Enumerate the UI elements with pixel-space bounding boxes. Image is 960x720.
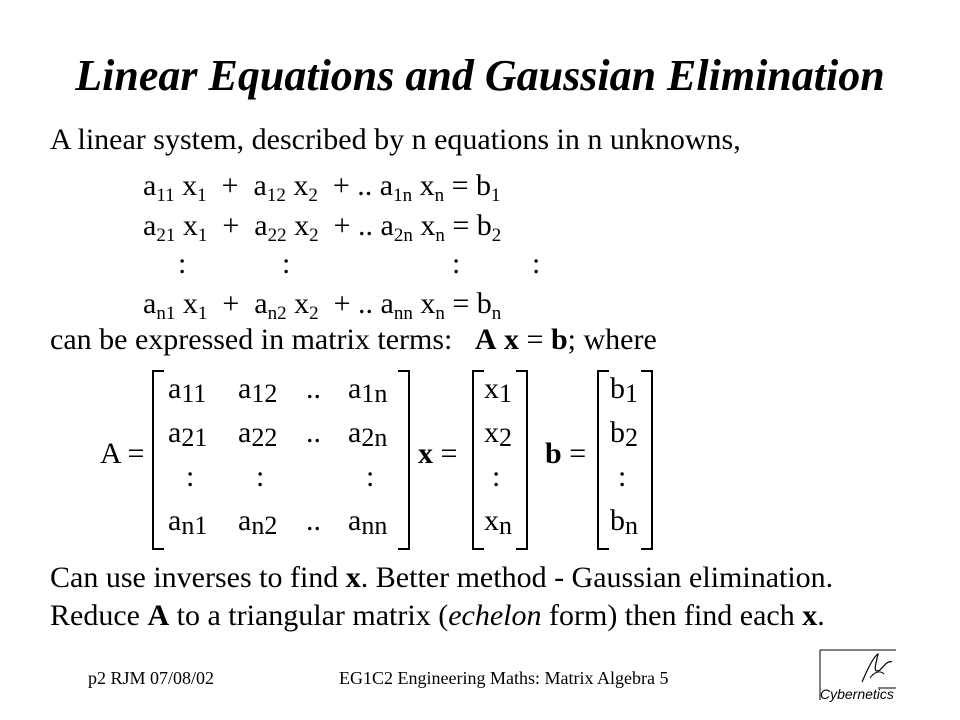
subscript: n <box>434 185 445 206</box>
x-right-bracket <box>516 370 528 550</box>
equals-sign: = <box>452 209 470 242</box>
b-left-bracket <box>597 370 609 550</box>
matrix-intro-where: ; where <box>567 323 657 356</box>
equation-colon-4: : <box>532 247 541 280</box>
coef-a: a <box>380 287 394 320</box>
matrix-entry-base: b <box>610 372 625 405</box>
ellipsis: .. <box>358 287 373 320</box>
x-label <box>418 437 457 471</box>
matrix-entry-base: : <box>366 460 375 493</box>
matrix-entry-base: : <box>492 460 501 493</box>
matrix-entry-base: a <box>168 504 182 537</box>
plus-sign: + <box>222 209 240 242</box>
matrix-entry-base: .. <box>306 416 321 449</box>
matrix-A-entry <box>348 504 387 538</box>
subscript: 1 <box>491 185 501 206</box>
slide-title: Linear Equations and Gaussian Elimination <box>75 51 885 100</box>
var-b: b <box>476 169 492 202</box>
A-right-bracket <box>398 370 410 550</box>
plus-sign: + <box>333 287 351 320</box>
matrix-x-entry <box>484 372 512 406</box>
matrix-A-entry <box>306 416 321 450</box>
matrix-entry-subscript: 21 <box>181 423 208 452</box>
x-label-symbol: x <box>418 437 433 470</box>
matrix-entry-base: b <box>610 416 625 449</box>
subscript: 1n <box>393 185 413 206</box>
matrix-entry-base: x <box>484 372 499 405</box>
matrix-x-entry <box>484 504 512 538</box>
coef-a: a <box>143 287 157 320</box>
matrix-A-entry <box>348 416 387 450</box>
equation-row-2 <box>143 208 501 244</box>
var-x: x <box>419 169 435 202</box>
matrix-entry-subscript: 1 <box>499 379 512 408</box>
matrix-intro-x: x <box>504 323 520 356</box>
matrix-A-entry <box>168 504 207 538</box>
coef-a: a <box>143 169 157 202</box>
coef-a: a <box>253 169 267 202</box>
matrix-entry-subscript: n <box>625 511 638 540</box>
intro-text: A linear system, described by n equations in n unknowns, <box>50 123 741 156</box>
subscript: n1 <box>156 303 176 324</box>
matrix-b-entry <box>610 504 638 538</box>
equation-colon-2: : <box>282 247 291 280</box>
matrix-x-entry <box>492 460 500 494</box>
var-x: x <box>420 287 436 320</box>
equation-colon-3: : <box>452 247 461 280</box>
subscript: 2 <box>309 303 319 324</box>
var-x: x <box>182 169 198 202</box>
matrix-A-entry <box>306 372 321 406</box>
subscript: 12 <box>266 185 286 206</box>
matrix-entry-base: : <box>256 460 265 493</box>
matrix-entry-subscript: 2n <box>361 423 388 452</box>
b-right-bracket <box>641 370 653 550</box>
matrix-entry-subscript: 22 <box>251 423 278 452</box>
subscript: 2n <box>393 225 413 246</box>
subscript: 2 <box>308 185 318 206</box>
matrix-b-entry <box>610 416 638 450</box>
cybernetics-logo <box>818 648 898 704</box>
closing-text: Reduce <box>50 599 148 632</box>
equation-colon-1: : <box>178 247 187 280</box>
matrix-A-entry <box>238 372 277 406</box>
matrix-entry-subscript: 1 <box>625 379 638 408</box>
matrix-entry-base: .. <box>306 372 321 405</box>
coef-a: a <box>380 209 394 242</box>
matrix-entry-base: a <box>238 504 252 537</box>
closing-text: . <box>817 599 825 632</box>
matrix-A-entry <box>366 460 374 494</box>
footer-left: p2 RJM 07/08/02 <box>88 668 215 688</box>
closing-x: x <box>345 561 361 594</box>
matrix-entry-base: b <box>610 504 625 537</box>
equals-sign: = <box>452 287 470 320</box>
b-label <box>545 437 586 471</box>
subscript: 21 <box>156 225 176 246</box>
matrix-entry-subscript: 2 <box>625 423 638 452</box>
matrix-intro-b: b <box>550 323 568 356</box>
matrix-A-entry <box>186 460 194 494</box>
A-left-bracket <box>152 370 164 550</box>
matrix-intro <box>50 322 657 358</box>
x-left-bracket <box>472 370 484 550</box>
coef-a: a <box>254 209 268 242</box>
matrix-entry-base: x <box>484 504 499 537</box>
matrix-entry-base: a <box>348 372 362 405</box>
closing-x: x <box>802 599 818 632</box>
equation-row-1 <box>143 168 501 204</box>
subscript: nn <box>393 303 413 324</box>
logo-text: Cybernetics <box>820 686 894 702</box>
plus-sign: + <box>332 169 350 202</box>
b-label-eq: = <box>569 437 587 470</box>
matrix-entry-subscript: 1n <box>361 379 388 408</box>
coef-a: a <box>143 209 157 242</box>
ellipsis: .. <box>358 209 373 242</box>
subscript: n <box>435 303 445 324</box>
var-x: x <box>420 209 436 242</box>
closing-echelon: echelon <box>448 599 542 632</box>
matrix-intro-A: A <box>474 323 497 356</box>
matrix-entry-base: a <box>168 416 182 449</box>
closing-A: A <box>147 599 170 632</box>
matrix-entry-subscript: 2 <box>499 423 512 452</box>
subscript: n <box>435 225 445 246</box>
matrix-entry-base: a <box>348 416 362 449</box>
subscript: 1 <box>197 225 208 246</box>
subscript: n <box>491 303 502 324</box>
matrix-entry-base: a <box>238 416 252 449</box>
closing-line-2 <box>50 598 825 634</box>
closing-text: to a triangular matrix ( <box>169 599 449 632</box>
plus-sign: + <box>222 287 240 320</box>
matrix-A-entry <box>256 460 264 494</box>
matrix-entry-subscript: 11 <box>181 379 207 408</box>
matrix-entry-base: .. <box>306 504 321 537</box>
matrix-b-entry <box>618 460 626 494</box>
matrix-A-entry <box>168 416 207 450</box>
plus-sign: + <box>333 209 351 242</box>
closing-text: . Better method - Gaussian elimination. <box>360 561 834 594</box>
var-b: b <box>476 287 492 320</box>
matrix-entry-subscript: 12 <box>251 379 278 408</box>
coef-a: a <box>379 169 394 202</box>
matrix-A-entry <box>168 372 206 406</box>
subscript: 2 <box>309 225 319 246</box>
matrix-entry-base: a <box>348 504 362 537</box>
matrix-entry-base: : <box>618 460 627 493</box>
matrix-entry-base: x <box>484 416 499 449</box>
A-label: A = <box>100 437 145 470</box>
matrix-entry-subscript: n1 <box>181 511 208 540</box>
matrix-x-entry <box>484 416 512 450</box>
footer-center: EG1C2 Engineering Maths: Matrix Algebra 5 <box>339 668 669 688</box>
subscript: n2 <box>267 303 287 324</box>
subscript: 1 <box>197 303 208 324</box>
equation-row-n <box>143 286 501 322</box>
matrix-A-entry <box>238 504 277 538</box>
closing-line-1 <box>50 560 833 596</box>
plus-sign: + <box>221 169 239 202</box>
subscript: 2 <box>491 225 502 246</box>
b-label-symbol: b <box>545 437 562 470</box>
var-x: x <box>293 169 309 202</box>
subscript: 11 <box>156 185 175 206</box>
var-x: x <box>182 209 198 242</box>
equals-sign: = <box>451 169 469 202</box>
matrix-entry-subscript: n <box>499 511 512 540</box>
closing-text: form) then find each <box>541 599 803 632</box>
matrix-intro-text: can be expressed in matrix terms: <box>50 323 453 356</box>
subscript: 1 <box>197 185 207 206</box>
matrix-entry-base: a <box>168 372 182 405</box>
var-x: x <box>294 209 310 242</box>
matrix-b-entry <box>610 372 638 406</box>
ellipsis: .. <box>357 169 373 202</box>
var-b: b <box>476 209 492 242</box>
matrix-intro-eq: = <box>526 323 544 356</box>
var-x: x <box>182 287 198 320</box>
var-x: x <box>294 287 310 320</box>
coef-a: a <box>254 287 268 320</box>
matrix-entry-subscript: n2 <box>251 511 278 540</box>
matrix-entry-base: : <box>186 460 195 493</box>
closing-text: Can use inverses to find <box>50 561 346 594</box>
matrix-entry-base: a <box>238 372 252 405</box>
matrix-A-entry <box>306 504 321 538</box>
x-label-eq: = <box>440 437 458 470</box>
matrix-entry-subscript: nn <box>361 511 388 540</box>
subscript: 22 <box>267 225 287 246</box>
matrix-A-entry <box>348 372 387 406</box>
matrix-A-entry <box>238 416 277 450</box>
